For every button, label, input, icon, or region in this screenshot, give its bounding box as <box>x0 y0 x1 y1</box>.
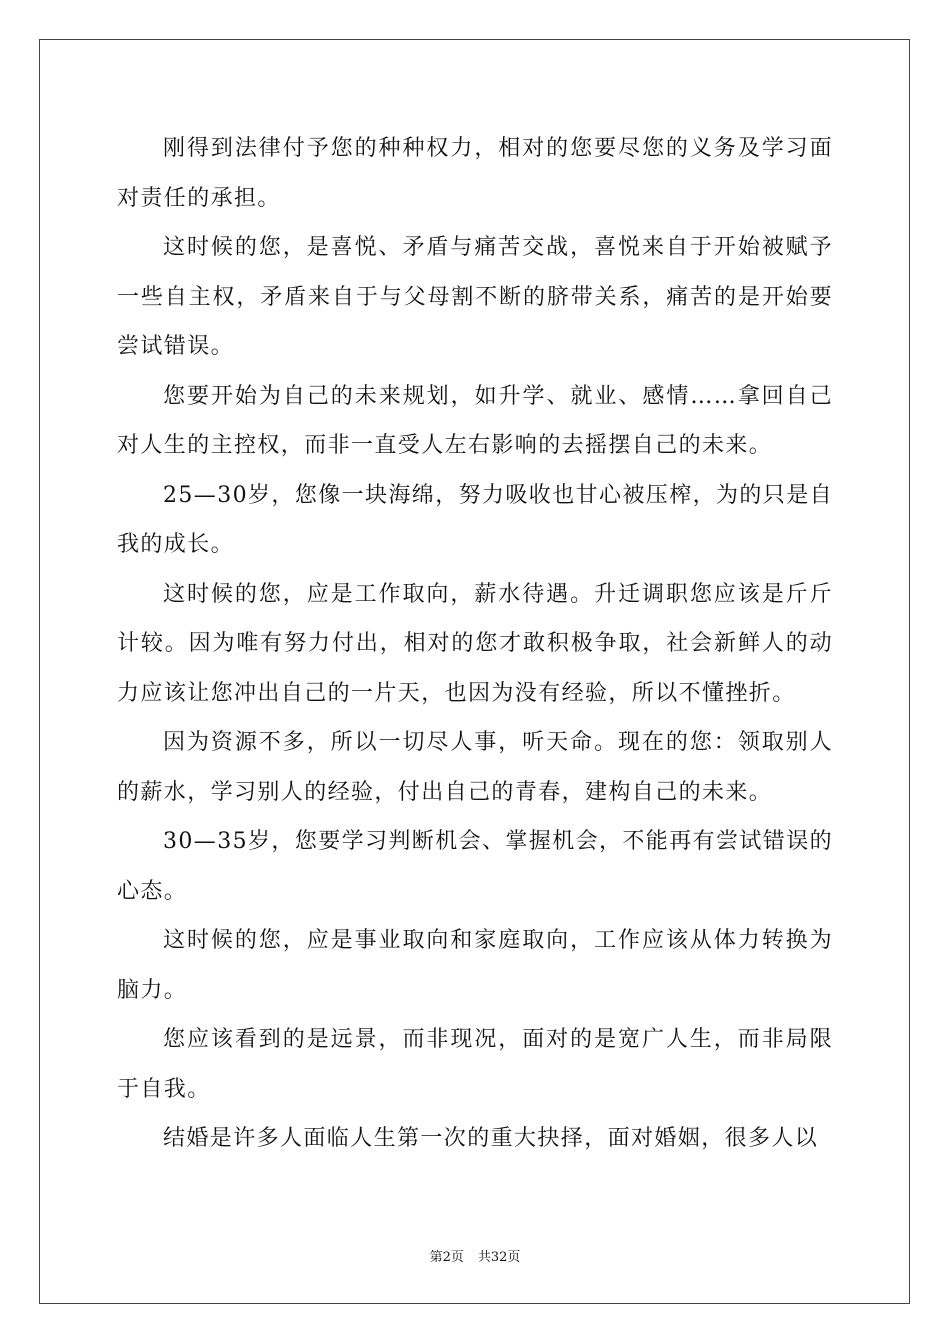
paragraph-9: 您应该看到的是远景，而非现况，面对的是宽广人生，而非局限于自我。 <box>117 1027 833 1102</box>
paragraph-7: 30—35岁，您要学习判断机会、掌握机会，不能再有尝试错误的心态。 <box>117 829 833 904</box>
page-total: 共32页 <box>477 1250 521 1265</box>
paragraph-5: 这时候的您，应是工作取向，薪水待遇。升迁调职您应该是斤斤计较。因为唯有努力付出，相对的您才敢积极争取，社会新鲜人的动力应该让您冲出自己的一片天，也因为没有经验，所以不懂挫折。 <box>117 581 833 706</box>
paragraph-1: 刚得到法律付予您的种种权力，相对的您要尽您的义务及学习面对责任的承担。 <box>117 136 833 211</box>
paragraph-10: 结婚是许多人面临人生第一次的重大抉择，面对婚姻，很多人以 <box>163 1126 819 1151</box>
paragraph-6: 因为资源不多，所以一切尽人事，听天命。现在的您：领取别人的薪水，学习别人的经验，付出自己的青春，建构自己的未来。 <box>117 730 833 805</box>
paragraph-4: 25—30岁，您像一块海绵，努力吸收也甘心被压榨，为的只是自我的成长。 <box>117 482 833 557</box>
paragraph-8: 这时候的您，应是事业取向和家庭取向，工作应该从体力转换为脑力。 <box>117 928 833 1003</box>
paragraph-2: 这时候的您，是喜悦、矛盾与痛苦交战，喜悦来自于开始被赋予一些自主权，矛盾来自于与父母割不断的脐带关系，痛苦的是开始要尝试错误。 <box>117 235 833 359</box>
paragraph-3: 您要开始为自己的未来规划，如升学、就业、感情……拿回自己对人生的主控权，而非一直受人左右影响的去摇摆自己的未来。 <box>117 383 833 458</box>
document-body <box>117 124 833 1164</box>
page-footer <box>0 1246 950 1265</box>
page-number: 第2页 <box>429 1250 464 1265</box>
